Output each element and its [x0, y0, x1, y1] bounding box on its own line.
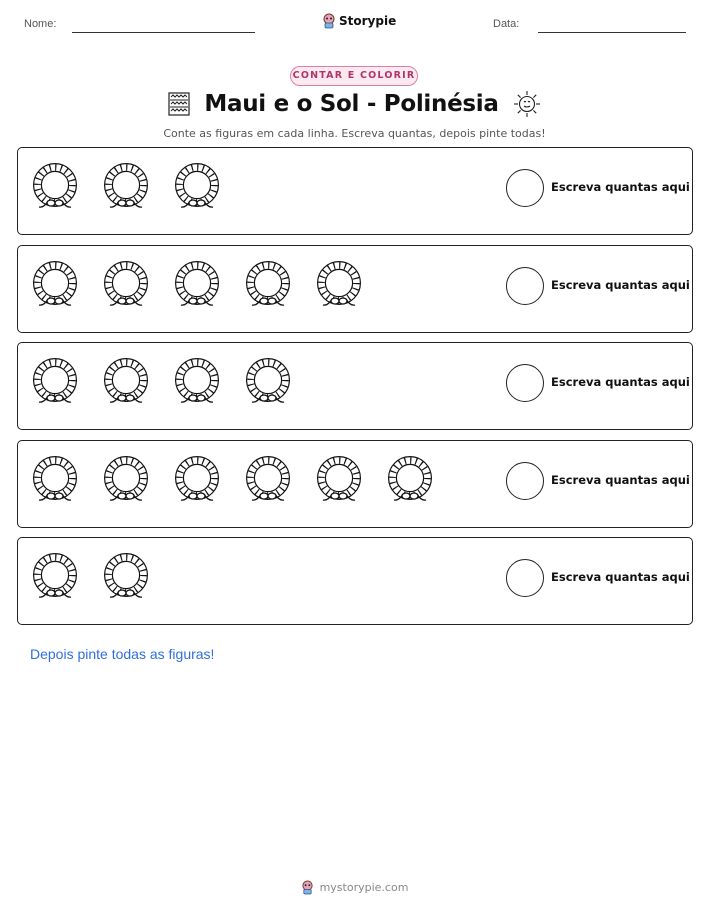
- answer-label: Escreva quantas aqui: [551, 472, 690, 487]
- answer-circle[interactable]: [506, 169, 544, 207]
- rope-wreath-icon[interactable]: [30, 355, 80, 407]
- answer-circle[interactable]: [506, 462, 544, 500]
- sun-icon: [513, 90, 541, 118]
- activity-badge: CONTAR E COLORIR: [290, 66, 418, 86]
- figure-group: [30, 355, 293, 407]
- rope-wreath-icon[interactable]: [30, 160, 80, 212]
- rope-wreath-icon[interactable]: [30, 453, 80, 505]
- rope-wreath-icon[interactable]: [101, 453, 151, 505]
- answer-circle[interactable]: [506, 364, 544, 402]
- rope-wreath-icon[interactable]: [172, 160, 222, 212]
- title-row: [0, 90, 709, 118]
- rope-wreath-icon[interactable]: [314, 453, 364, 505]
- rope-wreath-icon[interactable]: [314, 258, 364, 310]
- figure-group: [30, 258, 364, 310]
- footer-brand: [0, 880, 709, 895]
- footer-note: Depois pinte todas as figuras!: [30, 646, 215, 662]
- answer-label: Escreva quantas aqui: [551, 180, 690, 194]
- count-row: [17, 440, 693, 528]
- answer-circle[interactable]: [506, 267, 544, 305]
- answer-circle[interactable]: [506, 559, 544, 597]
- rope-wreath-icon[interactable]: [385, 453, 435, 505]
- count-row: [17, 245, 693, 333]
- rope-wreath-icon[interactable]: [101, 160, 151, 212]
- rope-wreath-icon[interactable]: [172, 355, 222, 407]
- storypie-mascot-icon: [322, 13, 336, 29]
- rope-wreath-icon[interactable]: [243, 355, 293, 407]
- date-label: Data:: [493, 18, 520, 30]
- storypie-brand: [322, 13, 396, 29]
- figure-group: [30, 550, 151, 602]
- rope-wreath-icon[interactable]: [30, 550, 80, 602]
- date-line[interactable]: [538, 32, 686, 33]
- rope-wreath-icon[interactable]: [172, 453, 222, 505]
- rope-wreath-icon[interactable]: [101, 355, 151, 407]
- rope-wreath-icon[interactable]: [101, 550, 151, 602]
- instructions: Conte as figuras em cada linha. Escreva quantas, depois pinte todas!: [163, 127, 546, 140]
- count-row: [17, 342, 693, 430]
- count-row: [17, 537, 693, 625]
- answer-label: Escreva quantas aqui: [551, 277, 690, 292]
- answer-label: Escreva quantas aqui: [551, 375, 690, 389]
- page-title: Maui e o Sol - Polinésia: [204, 91, 499, 117]
- rope-wreath-icon[interactable]: [172, 258, 222, 310]
- storypie-mascot-icon: [301, 880, 314, 895]
- figure-group: [30, 453, 435, 505]
- name-label: Nome:: [24, 18, 57, 30]
- rope-wreath-icon[interactable]: [30, 258, 80, 310]
- rope-wreath-icon[interactable]: [101, 258, 151, 310]
- rope-wreath-icon[interactable]: [243, 258, 293, 310]
- brand-name: Storypie: [339, 14, 397, 28]
- count-row: [17, 147, 693, 235]
- name-line[interactable]: [72, 32, 255, 33]
- footer-url: mystorypie.com: [319, 881, 409, 894]
- figure-group: [30, 160, 222, 212]
- answer-label: Escreva quantas aqui: [551, 570, 690, 584]
- rope-wreath-icon[interactable]: [243, 453, 293, 505]
- tapa-cloth-icon: [168, 92, 190, 116]
